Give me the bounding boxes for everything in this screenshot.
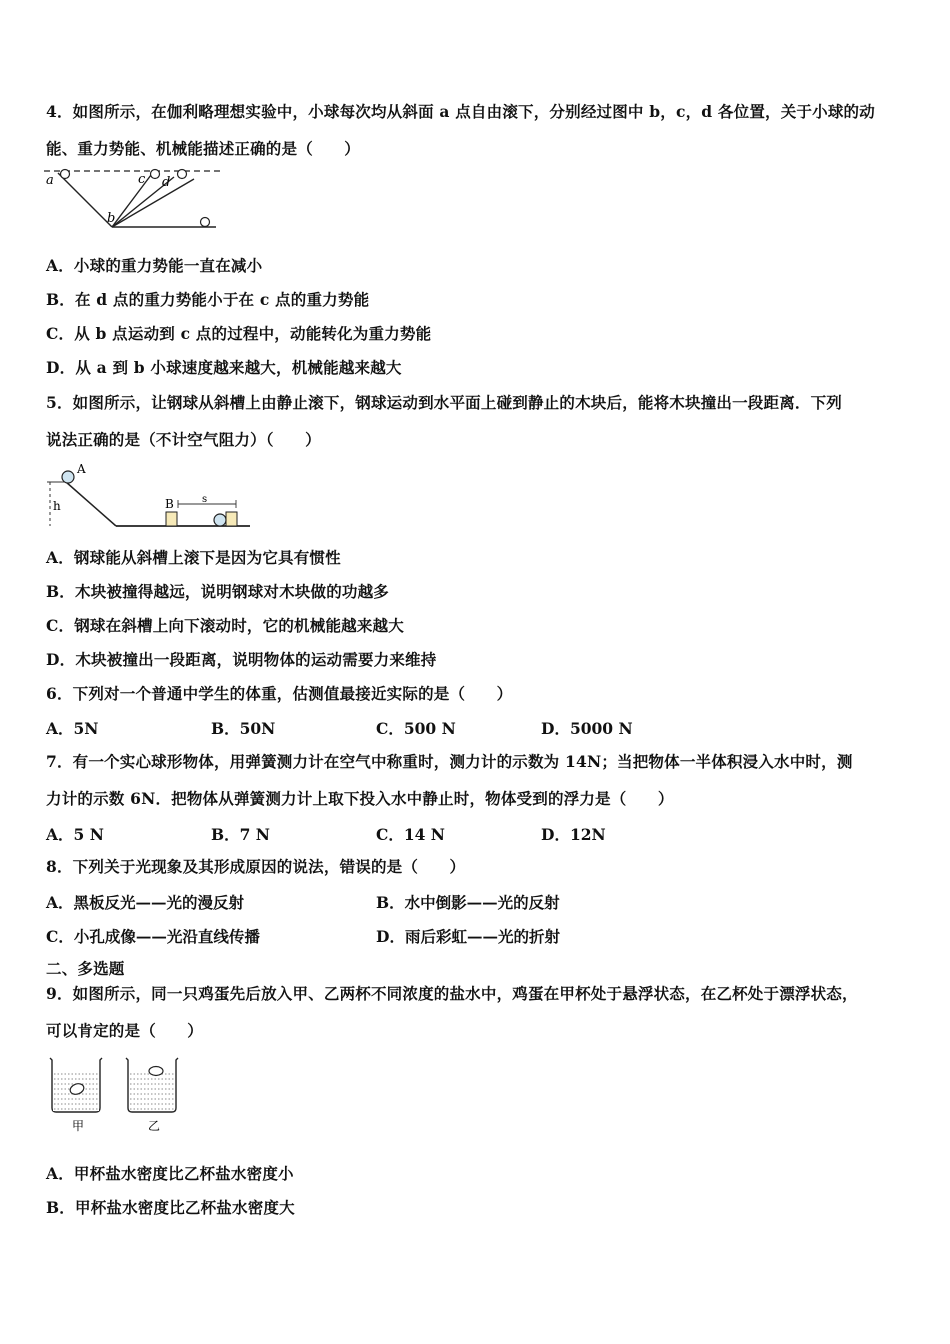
q4-stem-line2: 能、重力势能、机械能描述正确的是（ ） <box>46 139 361 158</box>
q9-option-b: B．甲杯盐水密度比乙杯盐水密度大 <box>46 1198 295 1217</box>
q4-galileo-figure <box>44 165 224 235</box>
q7-option-a: A．5 N <box>46 825 104 844</box>
q7-stem-line2: 力计的示数 6N．把物体从弹簧测力计上取下投入水中静止时，物体受到的浮力是（ ） <box>46 789 674 808</box>
q4-label-c: c <box>138 172 146 187</box>
q4-label-d: d <box>162 175 171 190</box>
q6-option-b: B．50N <box>211 719 276 738</box>
q5-stem-line2: 说法正确的是（不计空气阻力）（ ） <box>46 430 321 449</box>
q5-label-s: s <box>202 494 208 505</box>
q7-option-c: C．14 N <box>376 825 445 844</box>
q6-stem: 6．下列对一个普通中学生的体重，估测值最接近实际的是（ ） <box>46 684 513 703</box>
q4-option-d: D．从 a 到 b 小球速度越来越大，机械能越来越大 <box>46 358 402 377</box>
q9-label-jia: 甲 <box>72 1119 85 1133</box>
q9-beakers-figure <box>44 1050 184 1138</box>
q7-stem-line1: 7．有一个实心球形物体，用弹簧测力计在空气中称重时，测力计的示数为 14N；当把物体一半体积浸入水中时，测 <box>46 752 853 771</box>
q5-option-b: B．木块被撞得越远，说明钢球对木块做的功越多 <box>46 582 390 601</box>
q4-option-b: B．在 d 点的重力势能小于在 c 点的重力势能 <box>46 290 370 309</box>
q5-option-c: C．钢球在斜槽上向下滚动时，它的机械能越来越大 <box>46 616 404 635</box>
q5-label-h: h <box>53 499 61 513</box>
q6-option-c: C．500 N <box>376 719 456 738</box>
q5-label-B: B <box>165 497 174 511</box>
q5-label-A: A <box>77 462 86 476</box>
q6-option-d: D．5000 N <box>541 719 633 738</box>
q5-ramp-figure <box>44 460 254 532</box>
q8-option-d: D．雨后彩虹——光的折射 <box>376 927 560 946</box>
q6-option-a: A．5N <box>46 719 99 738</box>
q8-option-c: C．小孔成像——光沿直线传播 <box>46 927 260 946</box>
q7-option-d: D．12N <box>541 825 606 844</box>
q5-option-a: A．钢球能从斜槽上滚下是因为它具有惯性 <box>46 548 341 567</box>
q9-label-yi: 乙 <box>148 1119 161 1133</box>
q4-option-a: A．小球的重力势能一直在减小 <box>46 256 263 275</box>
q9-stem-line2: 可以肯定的是（ ） <box>46 1021 204 1040</box>
q4-label-b: b <box>107 211 116 226</box>
q7-option-b: B．7 N <box>211 825 270 844</box>
q9-stem-line1: 9．如图所示，同一只鸡蛋先后放入甲、乙两杯不同浓度的盐水中，鸡蛋在甲杯处于悬浮状态，在乙杯处于漂浮状态， <box>46 984 858 1003</box>
q8-option-b: B．水中倒影——光的反射 <box>376 893 560 912</box>
section-title-multiple-choice: 二、多选题 <box>46 959 125 978</box>
q4-stem-line1: 4．如图所示，在伽利略理想实验中，小球每次均从斜面 a 点自由滚下，分别经过图中 b，c，d 各位置，关于小球的动 <box>46 102 875 121</box>
q8-option-a: A．黑板反光——光的漫反射 <box>46 893 245 912</box>
q4-option-c: C．从 b 点运动到 c 点的过程中，动能转化为重力势能 <box>46 324 432 343</box>
q8-stem: 8．下列关于光现象及其形成原因的说法，错误的是（ ） <box>46 857 466 876</box>
q5-stem-line1: 5．如图所示，让钢球从斜槽上由静止滚下，钢球运动到水平面上碰到静止的木块后，能将木块撞出一段距离．下列 <box>46 393 842 412</box>
q9-option-a: A．甲杯盐水密度比乙杯盐水密度小 <box>46 1164 294 1183</box>
q5-option-d: D．木块被撞出一段距离，说明物体的运动需要力来维持 <box>46 650 437 669</box>
q4-label-a: a <box>46 173 54 188</box>
